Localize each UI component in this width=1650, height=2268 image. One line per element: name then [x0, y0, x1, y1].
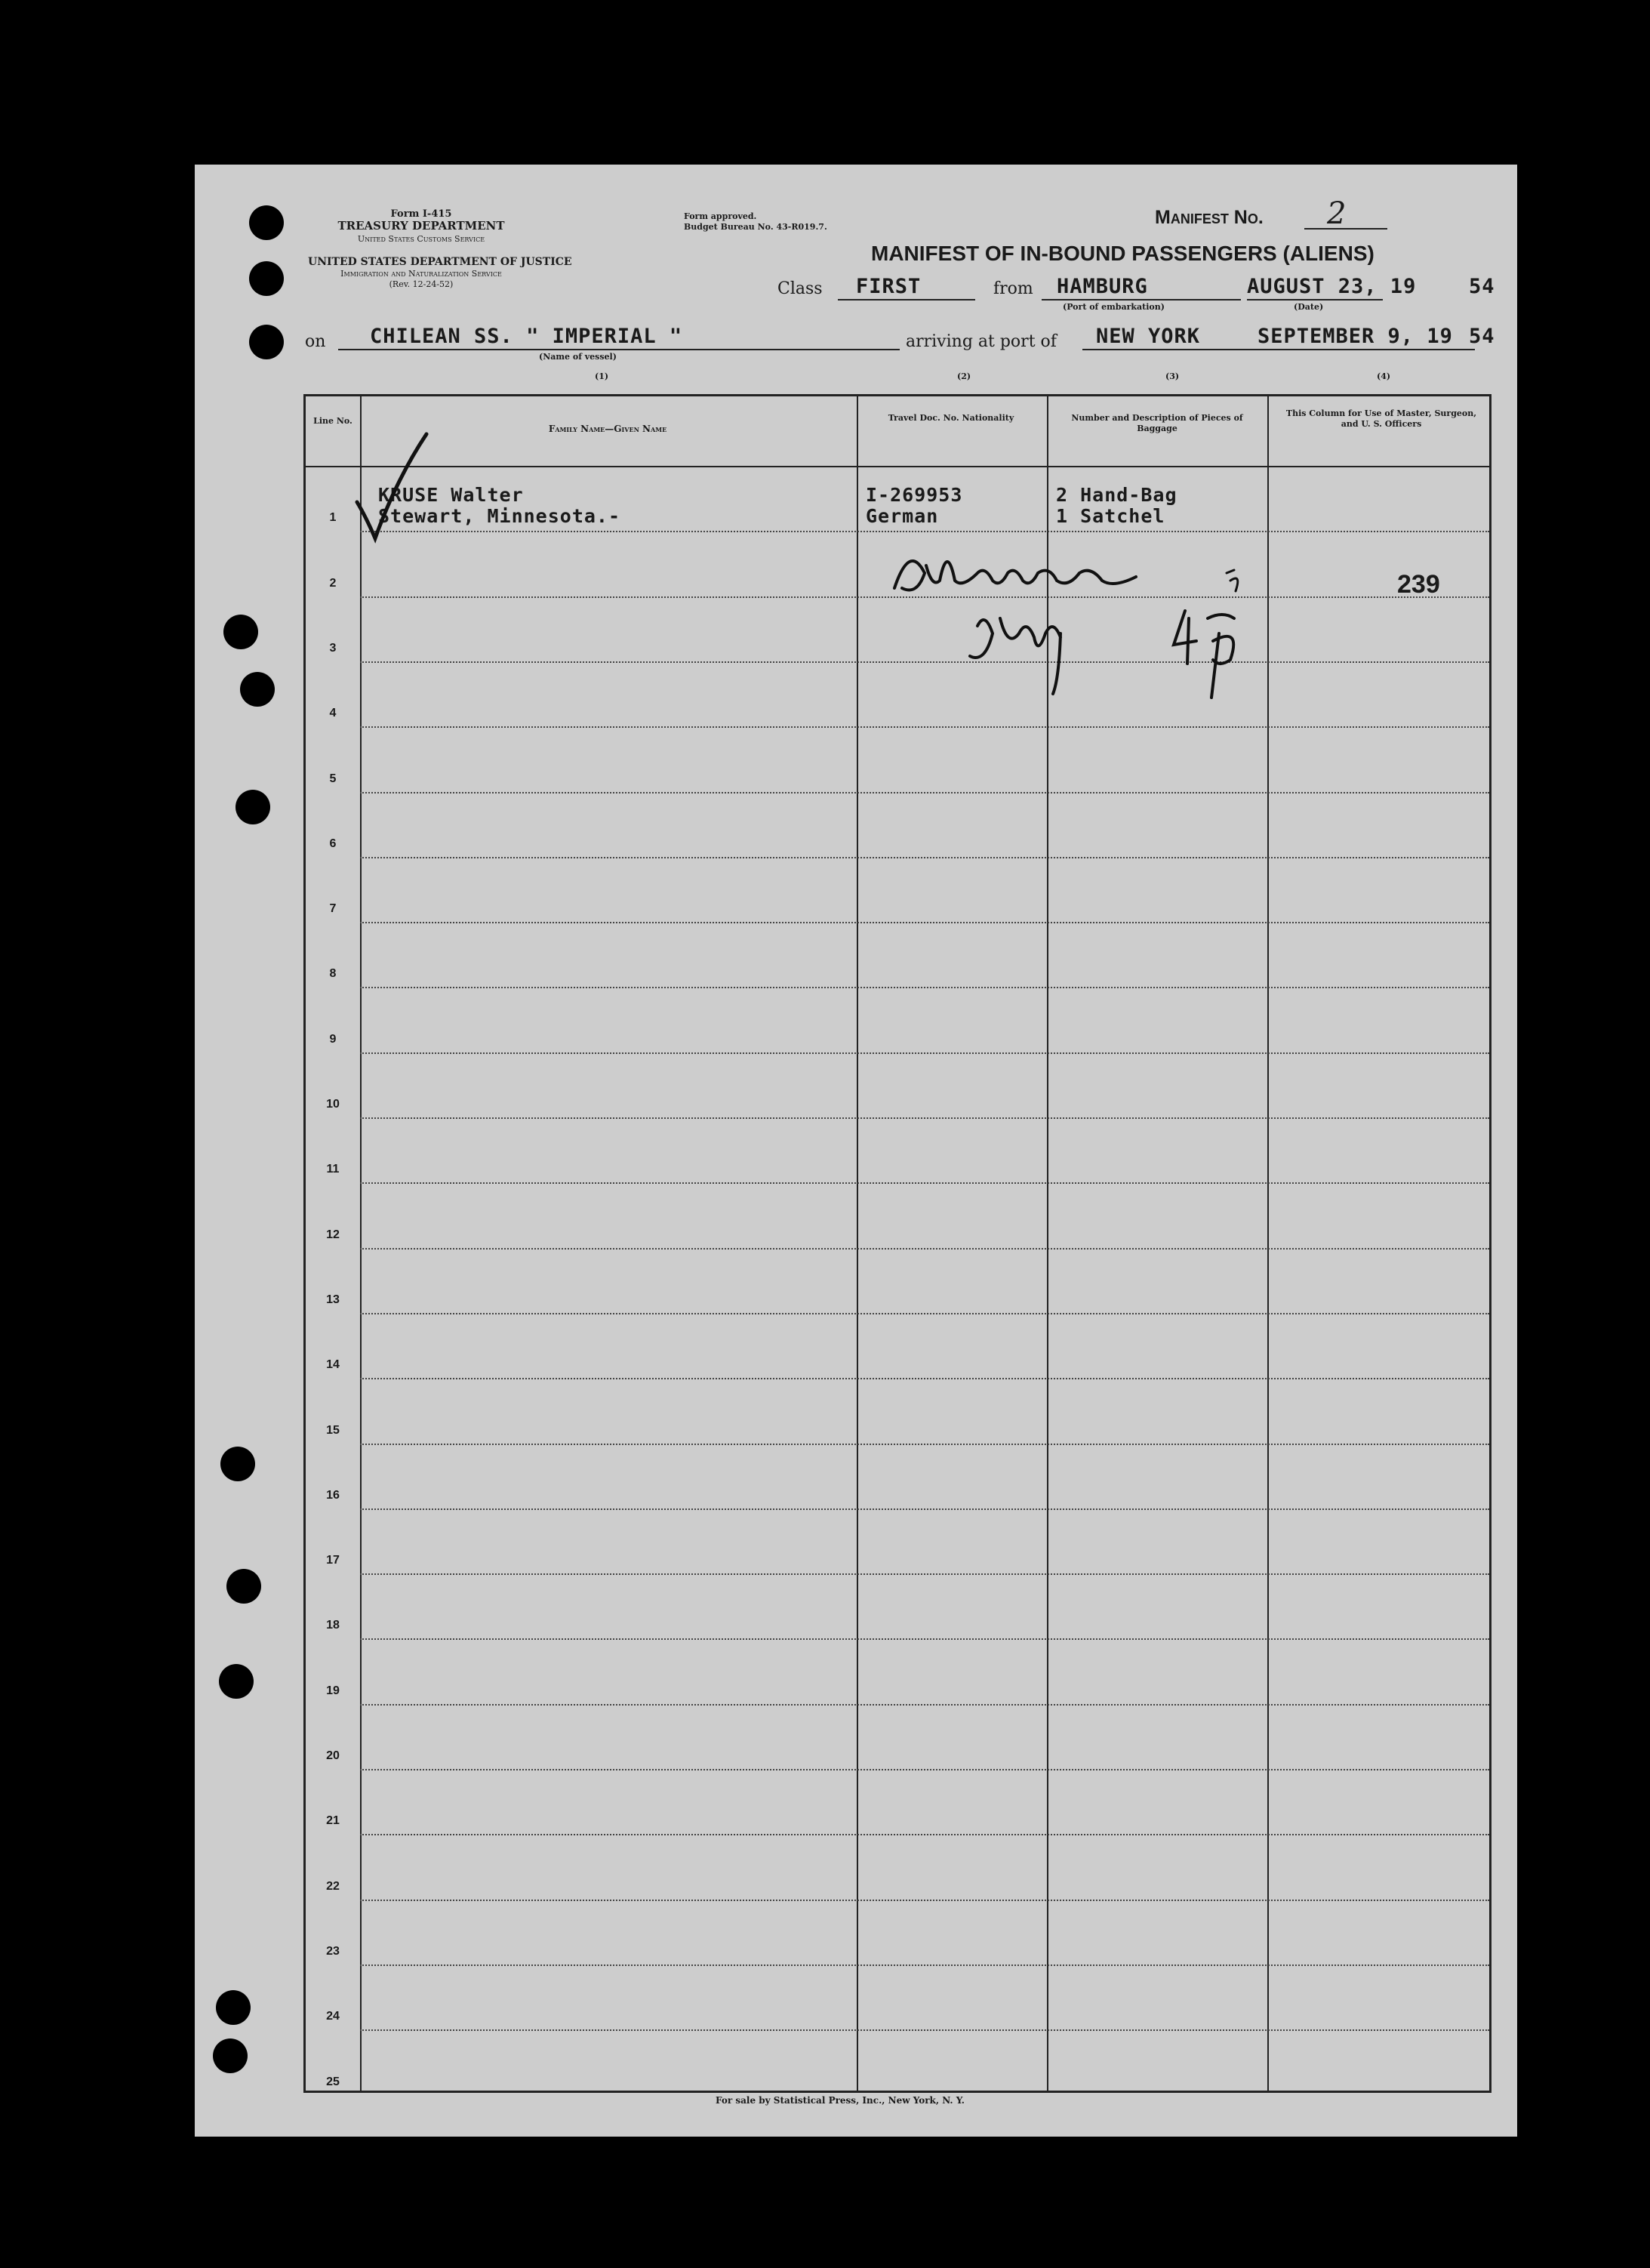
- date-underline: [1247, 299, 1383, 300]
- column-divider: [857, 396, 858, 2091]
- line-number: 14: [326, 1358, 340, 1372]
- col-officers: This Column for Use of Master, Surgeon, and U. S. Officers: [1285, 408, 1477, 429]
- table-row-line: [360, 1769, 1489, 1770]
- binder-hole: [240, 672, 275, 707]
- from-label: from: [993, 279, 1033, 298]
- vessel-name: CHILEAN SS. " IMPERIAL ": [370, 325, 683, 348]
- table-row-line: [360, 1638, 1489, 1640]
- column-number-1: (1): [595, 371, 609, 381]
- table-row-line: [360, 1378, 1489, 1379]
- line-number: 1: [329, 511, 337, 525]
- customs-service: United States Customs Service: [357, 234, 485, 244]
- department-of-justice: UNITED STATES DEPARTMENT OF JUSTICE: [308, 256, 572, 268]
- table-row-line: [360, 1964, 1489, 1966]
- col-baggage: Number and Description of Pieces of Baggage: [1071, 413, 1243, 433]
- table-row-line: [360, 1444, 1489, 1445]
- line-number: 19: [326, 1684, 340, 1697]
- ins-service: Immigration and Naturalization Service: [340, 269, 502, 279]
- column-divider: [360, 396, 362, 2091]
- column-number-3: (3): [1165, 371, 1180, 381]
- vessel-underline: [338, 349, 900, 350]
- line-number: 3: [329, 641, 337, 655]
- class-underline: [838, 299, 975, 300]
- table-row-line: [360, 1313, 1489, 1314]
- class-label: Class: [777, 279, 823, 298]
- binder-hole: [220, 1447, 255, 1481]
- binder-hole: [235, 790, 270, 824]
- binder-hole: [249, 261, 284, 296]
- line-number: 5: [329, 772, 337, 785]
- binder-hole: [226, 1569, 261, 1604]
- travel-doc-number: I-269953: [866, 484, 963, 506]
- table-row-line: [360, 1573, 1489, 1575]
- port-underline: [1042, 299, 1241, 300]
- nationality: German: [866, 505, 939, 527]
- table-row-line: [360, 792, 1489, 793]
- passenger-residence: Stewart, Minnesota.-: [378, 505, 621, 527]
- table-row-line: [360, 1834, 1489, 1835]
- line-number: 16: [326, 1488, 340, 1502]
- form-number: Form I-415: [390, 208, 452, 220]
- line-number: 9: [329, 1032, 337, 1046]
- line-number: 7: [329, 902, 337, 916]
- table-row-line: [360, 1508, 1489, 1510]
- revision-date: (Rev. 12-24-52): [389, 279, 454, 289]
- line-number: 24: [326, 2010, 340, 2023]
- form-approved: Form approved.: [684, 211, 757, 221]
- passenger-table: [303, 394, 1491, 2093]
- table-row-line: [360, 1704, 1489, 1706]
- line-number: 15: [326, 1423, 340, 1437]
- line-number: 6: [329, 837, 337, 850]
- line-number: 17: [326, 1554, 340, 1567]
- port-caption: (Port of embarkation): [1063, 302, 1165, 312]
- column-number-4: (4): [1377, 371, 1391, 381]
- table-row-line: [360, 857, 1489, 858]
- vessel-caption: (Name of vessel): [539, 352, 617, 362]
- manifest-no-label: Manifest No.: [1155, 207, 1264, 228]
- arrival-year: 54: [1469, 325, 1495, 348]
- table-row-line: [360, 1900, 1489, 1901]
- binder-hole: [213, 2038, 248, 2073]
- col-name: Family Name—Given Name: [548, 424, 667, 434]
- check-mark: [351, 427, 434, 547]
- binder-hole: [216, 1990, 251, 2025]
- printer-footer: For sale by Statistical Press, Inc., New York, N. Y.: [716, 2095, 965, 2106]
- line-number: 12: [326, 1228, 340, 1241]
- baggage-line-1: 2 Hand-Bag: [1056, 484, 1177, 506]
- arrival-date: SEPTEMBER 9, 19: [1258, 325, 1453, 348]
- departure-date: AUGUST 23, 19: [1247, 275, 1417, 298]
- column-number-2: (2): [957, 371, 971, 381]
- binder-hole: [223, 615, 258, 649]
- table-row-line: [360, 1117, 1489, 1119]
- col-line-no: Line No.: [313, 416, 352, 426]
- line-number: 22: [326, 1879, 340, 1893]
- table-row-line: [360, 1182, 1489, 1184]
- baggage-line-2: 1 Satchel: [1056, 505, 1165, 527]
- manifest-no-value: 2: [1327, 196, 1347, 231]
- inspector-signature: [887, 535, 1279, 732]
- passenger-name: KRUSE Walter: [378, 484, 524, 506]
- table-row-line: [360, 987, 1489, 988]
- line-number: 20: [326, 1749, 340, 1762]
- class-value: FIRST: [856, 275, 922, 298]
- line-number: 2: [329, 576, 337, 590]
- binder-hole: [219, 1664, 254, 1699]
- line-number: 23: [326, 1944, 340, 1958]
- line-number: 11: [326, 1163, 340, 1176]
- port-of-embarkation: HAMBURG: [1057, 275, 1148, 298]
- table-row-line: [360, 531, 1489, 532]
- arrival-underline: [1082, 349, 1475, 350]
- table-row-line: [360, 2029, 1489, 2031]
- arrival-port: NEW YORK: [1096, 325, 1201, 348]
- line-number: 10: [326, 1098, 340, 1111]
- binder-hole: [249, 205, 284, 240]
- treasury-department: TREASURY DEPARTMENT: [337, 219, 505, 233]
- table-row-line: [360, 1248, 1489, 1250]
- line-number: 13: [326, 1293, 340, 1306]
- line-number: 25: [326, 2075, 340, 2088]
- date-caption: (Date): [1294, 302, 1324, 312]
- manifest-title: MANIFEST OF IN-BOUND PASSENGERS (ALIENS): [871, 242, 1374, 265]
- line-number: 8: [329, 967, 337, 981]
- stamp-number: 239: [1397, 570, 1440, 599]
- line-number: 4: [329, 707, 337, 720]
- budget-bureau: Budget Bureau No. 43-R019.7.: [684, 222, 827, 232]
- table-row-line: [360, 1052, 1489, 1054]
- arriving-label: arriving at port of: [906, 332, 1057, 351]
- table-row-line: [360, 922, 1489, 923]
- col-travel-doc: Travel Doc. No. Nationality: [888, 413, 1014, 423]
- binder-hole: [249, 325, 284, 359]
- manifest-sheet: [195, 165, 1517, 2137]
- on-label: on: [305, 332, 326, 351]
- line-number: 21: [326, 1814, 340, 1828]
- line-number: 18: [326, 1619, 340, 1632]
- departure-year: 54: [1469, 275, 1495, 298]
- header-rule: [306, 466, 1489, 467]
